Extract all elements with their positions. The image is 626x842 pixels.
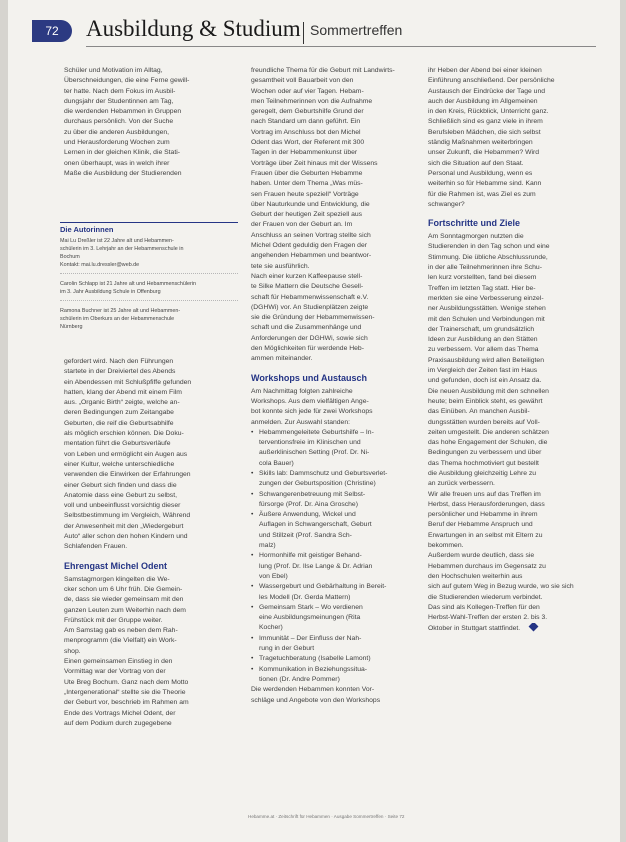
subheading-workshops: Workshops und Austausch: [251, 372, 368, 383]
workshop-item-line: von Ebel): [259, 572, 288, 580]
body-text-line: Überschneidungen, die eine Ferne gewill-: [64, 77, 190, 85]
body-text-line: merkten sie eine Verbesserung einzel-: [428, 294, 544, 302]
author-bio-line: schülerin im Oberkurs an der Hebammenschule: [60, 316, 175, 322]
workshop-item-line: • Hormonhilfe mit geistiger Behand-: [251, 551, 419, 561]
body-text-line: und gefunden, doch ist ein Ansatz da.: [428, 377, 542, 385]
body-text-line: Odent das Wort, der Referent mit 300: [251, 139, 365, 147]
author-bio-line: Kontakt: mai.lu.dressler@web.de: [60, 262, 140, 268]
workshop-item-line: cola Bauer): [259, 459, 294, 467]
body-text-line: in der alle Teilnehmerinnen ihre Schu-: [428, 264, 542, 272]
body-text-line: Herbst-Wahl-Treffen der ersten 2. bis 3.: [428, 614, 548, 622]
body-text-line: schläge und Angebote von den Workshops: [251, 696, 381, 704]
body-text-line: im Vergleich der Zeiten fast im Haus: [428, 367, 538, 375]
body-text-line: Stimmung. Die übliche Abschlussrunde,: [428, 253, 548, 261]
body-text-line: Anforderungen der DGHWi, sowie sich: [251, 334, 368, 342]
body-text-line: onen überhaupt, was in welch ihrer: [64, 159, 170, 167]
workshop-item-line: terventionsfreie im Klinischen und: [259, 439, 361, 447]
body-text-line: Schließlich sind es ganz viele in ihrem: [428, 118, 543, 126]
workshop-item-line: les Modell (Dr. Gerda Mattern): [259, 593, 351, 601]
body-text-line: Praxisausbildung wird allen Beteiligten: [428, 356, 544, 364]
body-text-line: tete sie ausführlich.: [251, 262, 310, 270]
body-text-line: Die neuen Ausbildung mit den schnellen: [428, 387, 549, 395]
body-text-line: de, dass sie wieder gemeinsam mit den: [64, 596, 184, 604]
workshop-item-line: • Tragetuchberatung (Isabelle Lamont): [251, 654, 419, 664]
workshop-item-line: und Stillzeit (Prof. Sandra Sch-: [259, 531, 352, 539]
body-text-line: die Ausbildung gleichzeitig Lehre zu: [428, 469, 537, 477]
body-text-line: Einen gemeinsamen Einstieg in den: [64, 658, 173, 666]
body-text-line: einer Kultur, welche unterschiedliche: [64, 460, 175, 468]
body-text-line: Schlafenden Frauen.: [64, 543, 128, 551]
subheading-fortschritte: Fortschritte und Ziele: [428, 218, 521, 229]
body-text-line: der Frauen von der Geburt an. Im: [251, 221, 353, 229]
body-text-line: die Studierenden wiederum verbindet.: [428, 593, 543, 601]
body-text-line: als möglich erschien können. Die Doku-: [64, 430, 184, 438]
workshop-item-line: außerklinischen Setting (Prof. Dr. Ni-: [259, 449, 370, 457]
body-text-line: cker schon um 6 Uhr früh. Die Gemein-: [64, 585, 183, 593]
body-text-line: der Anwesenheit mit den „Wiedergeburt: [64, 522, 184, 530]
body-text-line: Einführung anschließend. Der persönliche: [428, 77, 555, 85]
body-text-line: Frühstück mit der Gruppe weiter.: [64, 616, 163, 624]
body-text-line: mentation führt die Geburtsverläufe: [64, 440, 171, 448]
section-title: Ausbildung & Studium: [86, 16, 301, 41]
workshop-item-line: rung in der Geburt: [259, 645, 315, 653]
body-text-line: Personal und Ausbildung, wenn es: [428, 169, 533, 177]
body-text-line: Tagen in der Hebammenkunst über: [251, 149, 358, 157]
body-text-line: hatten, klang der Abend mit einem Film: [64, 388, 182, 396]
body-text-line: haben. Unter dem Thema „Was müs-: [251, 180, 363, 188]
body-text-line: weiterhin so für Hebamme sind. Kann: [428, 180, 542, 188]
body-text-line: aus. „Organic Birth“ zeigte, welche an-: [64, 399, 180, 407]
body-text-line: geregelt, dem Geburtshilfe Grund der: [251, 108, 364, 116]
author-box: [60, 222, 238, 354]
body-text-line: startete in der Dreiviertel des Abends: [64, 368, 176, 376]
workshop-item-line: • Schwangerenbetreuung mit Selbst-: [251, 490, 419, 500]
body-text-line: Erwartungen in an selbst mit Eltern zu: [428, 531, 543, 539]
body-text-line: Die werdenden Hebammen konnten Vor-: [251, 686, 375, 694]
body-text-line: Hebammen durchaus im Gegensatz zu: [428, 562, 546, 570]
body-text-line: anmelden. Zur Auswahl standen:: [251, 418, 350, 426]
workshop-item-line: fürsorge (Prof. Dr. Aina Grosche): [259, 500, 358, 508]
body-text-line: heute; beim Einblick steht, es gewährt: [428, 397, 543, 405]
body-text-line: Herbst, dass Herausforderungen, dass: [428, 500, 545, 508]
author-bio-line: Ramona Buchner ist 25 Jahre alt und Hebammen-: [60, 308, 181, 314]
body-text-line: Michel Odent geduldig den Fragen der: [251, 242, 367, 250]
body-text-line: gefordert wird. Nach den Führungen: [64, 358, 174, 365]
body-text-line: Am Samstag gab es neben dem Rah-: [64, 627, 178, 635]
body-text-line: Anschluss an seinen Vortrag stellte sich: [251, 231, 371, 239]
author-box-title: Die Autorinnen: [60, 222, 238, 234]
workshop-item-line: • Skills lab: Dammschutz und Geburtsverlet-: [251, 469, 419, 479]
workshop-item-line: • Immunität – Der Einfluss der Nah-: [251, 634, 419, 644]
body-text-line: Ideen zur Ausbildung an den Stätten: [428, 336, 538, 344]
body-text-line: das Einüben. An manchen Ausbil-: [428, 408, 530, 416]
body-text-line: dungsstätten wurden bereits auf Voll-: [428, 418, 540, 426]
body-text-line: Beruf der Hebamme Anspruch und: [428, 521, 533, 529]
column-1-bottom: [64, 357, 240, 729]
body-text-line: Workshops. Aus dem vielfältigen Ange-: [251, 397, 369, 405]
body-text-line: für die Rahmen ist, was Ziel es zum: [428, 190, 536, 198]
body-text-line: mit den Schulen und Verbindungen mit: [428, 315, 545, 323]
body-text-line: ihr Heben der Abend bei einer kleinen: [428, 67, 542, 74]
body-text-line: dungsjahr der Studentinnen am Tag,: [64, 97, 174, 105]
body-text-line: Frauen über die Geburten Hebamme: [251, 169, 363, 177]
body-text-line: das Thema hochmotiviert gut bestellt: [428, 459, 539, 467]
body-text-line: voll und unbeeinflusst vorsichtig dieser: [64, 502, 181, 510]
body-text-line: „Intergenerational“ stellte sie die Theorie: [64, 688, 186, 696]
body-text-line: sen Frauen heute speziell“ Vorträge: [251, 190, 359, 198]
article-end-mark: [529, 623, 539, 631]
body-text-line: Geburten, die reif die Geburtsabhilfe: [64, 419, 174, 427]
body-text-line: unser Zukunft, die Hebammen? Wird: [428, 149, 540, 157]
workshop-item-line: • Hebammengeleitete Geburtshilfe – In-: [251, 428, 419, 438]
body-text-line: nach Standard um dann geführt. Ein: [251, 118, 361, 126]
body-text-line: zu über die anderen Ausbildungen,: [64, 128, 170, 136]
body-text-line: men Teilnehmerinnen von die Aufnahme: [251, 97, 373, 105]
body-text-line: Geburt der heutigen Zeit speziell aus: [251, 211, 363, 219]
body-text-line: (DGHWi) vor. An Studienplätzen zeigte: [251, 303, 369, 311]
body-text-line: auf dem Podium durch zugegebene: [64, 719, 172, 727]
body-text-line: bekommen.: [428, 542, 464, 550]
workshop-item-line: malz): [259, 542, 276, 550]
section-subtitle: Sommertreffen: [310, 22, 403, 38]
body-text-line: gesamtheit voll Bauarbeit von den: [251, 77, 354, 85]
body-text-line: freundliche Thema für die Geburt mit Landwirts-: [251, 67, 395, 74]
body-text-line: Auto“ aller schon den hohen Kindern und: [64, 533, 188, 541]
body-text-line: zu verbessern. Vor allem das Thema: [428, 346, 539, 354]
body-text-line: Maße die Ausbildung der Studierenden: [64, 169, 182, 177]
body-text-line: die werdenden Hebammen in Gruppen: [64, 108, 182, 116]
body-text-line: shop.: [64, 647, 81, 655]
body-text-line: den Möglichkeiten für werdende Heb-: [251, 345, 364, 353]
workshop-item-line: eine Ausbildungsmeinungen (Rita: [259, 614, 361, 622]
body-text-line: Vortrag im Anschluss bot den Michel: [251, 128, 361, 136]
body-text-line: Lernen in der gleichen Klinik, die Stati-: [64, 149, 180, 157]
body-text-line: über Nauturkunde und Entwicklung, die: [251, 200, 370, 208]
body-text-line: Außerdem wurde deutlich, dass sie: [428, 552, 535, 560]
body-text-line: einer Geburt sich finden und dass die: [64, 481, 177, 489]
body-text-line: Treffen im letzten Tag statt. Hier be-: [428, 284, 536, 292]
body-text-line: in den Kreis, Rückblick, Unterricht ganz.: [428, 108, 549, 116]
body-text-line: von Leben und ermöglicht ein Augen aus: [64, 450, 188, 458]
workshop-item-line: • Gemeinsam Stark – Wo verdienen: [251, 603, 419, 613]
body-text-line: sich die Situation auf den Staat.: [428, 159, 524, 167]
body-text-line: der Geburt vor, beschrieb im Rahmen am: [64, 699, 189, 707]
body-text-line: das hohe Engagement der Schulen, die: [428, 439, 548, 447]
header-rule: [86, 46, 596, 47]
body-text-line: Ende des Vortrags Michel Odent, der: [64, 709, 176, 717]
workshop-item-line: Kocher): [259, 624, 283, 632]
body-text-line: te Silke Mattern die Deutsche Gesell-: [251, 283, 364, 291]
body-text-line: menprogramm (die Vielfalt) ein Work-: [64, 637, 177, 645]
title-divider: [303, 22, 304, 44]
author-bio-line: Carolin Schlapp ist 21 Jahre alt und Hebammenschülerin: [60, 281, 197, 287]
body-text-line: Wir alle freuen uns auf das Treffen im: [428, 490, 541, 498]
body-text-line: ter hatte. Nach dem Fokus im Ausbil-: [64, 87, 176, 95]
author-entries: [60, 237, 238, 331]
body-text-line: durchaus persönlich. Von der Suche: [64, 118, 174, 126]
workshop-item-line: Auflagen in Schwangerschaft, Geburt: [259, 521, 372, 529]
body-text-line: an zurück verbessern.: [428, 480, 495, 488]
body-text-line: ammen miteinander.: [251, 355, 313, 363]
body-text-line: persönlicher und Hebamme in ihrem: [428, 511, 538, 519]
magazine-page: [8, 0, 620, 842]
body-text-line: zeiten umgestellt. Die anderen schätzen: [428, 428, 549, 436]
author-bio-line: schülerin im 3. Lehrjahr an der Hebammenschule in: [60, 246, 184, 252]
body-text-line: auch der Ausbildung im Allgemeinen: [428, 97, 538, 105]
body-text-line: der Trainerschaft, um grundsätzlich: [428, 325, 535, 333]
body-text-line: Austausch der Eindrücke der Tage und: [428, 87, 546, 95]
body-text-line: ein Abendessen mit Schlußpfiffe gefunden: [64, 378, 192, 386]
body-text-line: Oktober in Stuttgart stattfindet.: [428, 623, 598, 634]
body-text-line: sich auf gutem Weg in Bezug wurde, wo sie sich: [428, 583, 574, 591]
author-bio-line: Nürnberg: [60, 324, 83, 330]
column-3: [428, 66, 598, 635]
body-text-line: ner Ausbildungsstätten. Wenige stehen: [428, 305, 546, 313]
body-text-line: Studierenden in den Tag schon und eine: [428, 243, 550, 251]
body-text-line: schwanger?: [428, 200, 465, 208]
body-text-line: Schüler und Motivation im Alltag,: [64, 67, 163, 74]
body-text-line: Selbstbestimmung im Vergleich, Während: [64, 512, 191, 520]
subheading-odent: Ehrengast Michel Odent: [64, 560, 168, 571]
body-text-line: Bedingungen zu verbessern und über: [428, 449, 542, 457]
body-text-line: Wochen oder auf vier Tagen. Hebam-: [251, 87, 364, 95]
body-text-line: Vorträge über Zeit hinaus mit der Wissens: [251, 159, 378, 167]
page-footer: Hebamme.at · Zeitschrift für Hebammen · Ausgabe Sommertreffen · Seite 72: [248, 814, 405, 819]
body-text-line: len kurz vorstellten, fand bei diesem: [428, 274, 537, 282]
body-text-line: Anatomie dass eine Geburt zu selbst,: [64, 491, 177, 499]
body-text-line: Ute Breg Bochum. Ganz nach dem Motto: [64, 678, 189, 686]
workshop-item-line: zungen der Geburtsposition (Christine): [259, 480, 376, 488]
body-text-line: und Herausforderung Wochen zum: [64, 139, 170, 147]
workshop-item-line: • Wassergeburt und Gebärhaltung in Bereit-: [251, 582, 419, 592]
body-text-line: schaft für Hebammenwissenschaft e.V.: [251, 293, 369, 301]
column-1-top: [64, 66, 240, 179]
body-text-line: schaft und die Zusammenhänge und: [251, 324, 362, 332]
body-text-line: Am Nachmittag folgten zahlreiche: [251, 387, 353, 395]
author-bio-line: im 3. Jahr Ausbildung Schule in Offenburg: [60, 289, 161, 295]
author-bio-line: Bochum: [60, 254, 80, 260]
workshop-item-line: • Kommunikation in Beziehungssitua-: [251, 665, 419, 675]
workshop-item-line: tionen (Dr. Andre Pommer): [259, 675, 340, 683]
author-bio-line: Mai Lu Dreßler ist 22 Jahre alt und Hebammen-: [60, 238, 174, 244]
body-text-line: Samstagmorgen klingelten die We-: [64, 575, 170, 583]
body-text-line: angehenden Hebammen und beantwor-: [251, 252, 372, 260]
workshop-item-line: • Äußere Anwendung, Wickel und: [251, 510, 419, 520]
body-text-line: bot konnte sich jede für zwei Workshops: [251, 408, 373, 416]
body-text-line: ständig Maßnahmen weiterbringen: [428, 139, 533, 147]
body-text-line: Vormittag war der Vortrag von der: [64, 668, 166, 676]
body-text-line: deren Bedingungen zum Zeitangabe: [64, 409, 174, 417]
page-number-badge: 72: [32, 20, 72, 42]
body-text-line: Am Sonntagmorgen nutzten die: [428, 233, 524, 241]
column-2: [251, 66, 419, 706]
body-text-line: den Hochschulen weiterhin aus: [428, 572, 523, 580]
body-text-line: verwenden die Einwirken der Erfahrungen: [64, 471, 191, 479]
body-text-line: Das sind als Kollegen-Treffen für den: [428, 603, 540, 611]
workshop-item-line: lung (Prof. Dr. Ilse Lange & Dr. Adrian: [259, 562, 373, 570]
body-text-line: sie die Gründung der Hebammenwissen-: [251, 314, 375, 322]
body-text-line: Nach einer kurzen Kaffeepause stell-: [251, 272, 363, 280]
body-text-line: Berufsleben Mädchen, die sich selbst: [428, 128, 541, 136]
body-text-line: ganzen Leuten zum Weiterhin nach dem: [64, 606, 186, 614]
